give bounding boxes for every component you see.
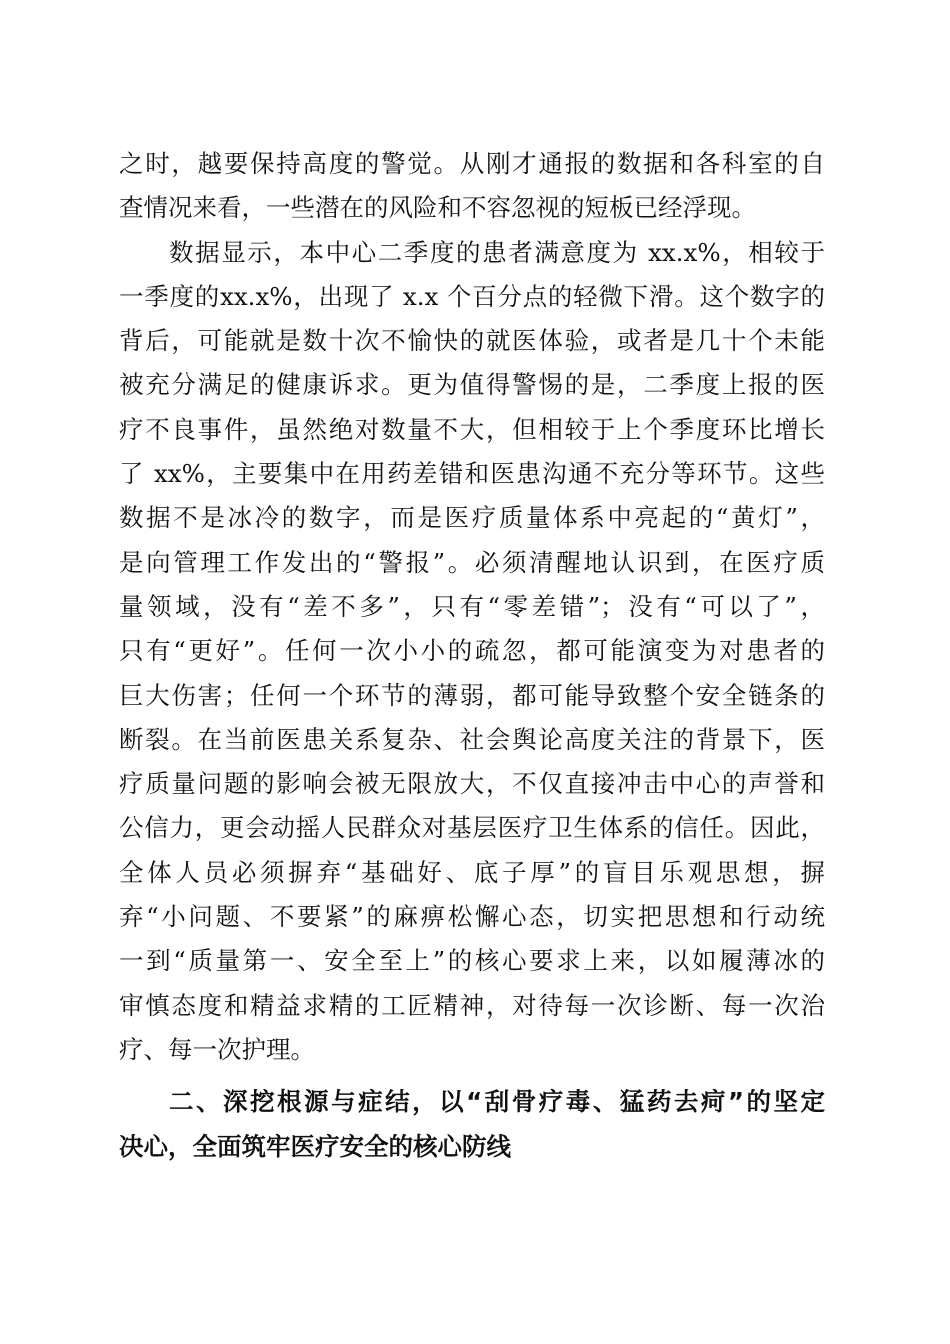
text-line: 审慎态度和精益求精的工匠精神，对待每一次诊断、每一次治 xyxy=(119,990,825,1020)
text-line: 查情况来看，一些潜在的风险和不容忽视的短板已经浮现。 xyxy=(119,193,756,223)
text-line: 疗质量问题的影响会被无限放大，不仅直接冲击中心的声誉和 xyxy=(119,769,825,799)
text-line: 是向管理工作发出的“警报”。必须清醒地认识到，在医疗质 xyxy=(119,547,825,577)
text-line: 断裂。在当前医患关系复杂、社会舆论高度关注的背景下，医 xyxy=(119,724,825,754)
heading-line: 二、深挖根源与症结，以“刮骨疗毒、猛药去疴”的坚定 xyxy=(169,1087,825,1117)
text-line: 一季度的xx.x%，出现了 x.x 个百分点的轻微下滑。这个数字的 xyxy=(119,281,825,311)
text-line: 只有“更好”。任何一次小小的疏忽，都可能演变为对患者的 xyxy=(119,636,825,666)
text-line: 巨大伤害；任何一个环节的薄弱，都可能导致整个安全链条的 xyxy=(119,680,825,710)
heading-line: 决心，全面筑牢医疗安全的核心防线 xyxy=(119,1132,511,1162)
text-line: 被充分满足的健康诉求。更为值得警惕的是，二季度上报的医 xyxy=(119,370,825,400)
text-line: 疗不良事件，虽然绝对数量不大，但相较于上个季度环比增长 xyxy=(119,414,825,444)
text-line: 量领域，没有“差不多”，只有“零差错”；没有“可以了”， xyxy=(119,591,825,621)
paragraph-gap xyxy=(119,1072,825,1079)
text-line: 弃“小问题、不要紧”的麻痹松懈心态，切实把思想和行动统 xyxy=(119,902,825,932)
section-heading-2 xyxy=(119,1079,825,1169)
document-body xyxy=(119,142,825,1169)
text-line: 背后，可能就是数十次不愉快的就医体验，或者是几十个未能 xyxy=(119,326,825,356)
paragraph-2 xyxy=(119,231,825,1073)
text-line: 公信力，更会动摇人民群众对基层医疗卫生体系的信任。因此， xyxy=(119,813,825,843)
text-line: 一到“质量第一、安全至上”的核心要求上来，以如履薄冰的 xyxy=(119,946,825,976)
text-line: 疗、每一次护理。 xyxy=(119,1034,315,1064)
text-line: 之时，越要保持高度的警觉。从刚才通报的数据和各科室的自 xyxy=(119,149,825,178)
text-line: 了 xx%，主要集中在用药差错和医患沟通不充分等环节。这些 xyxy=(119,459,825,489)
text-line: 数据不是冰冷的数字，而是医疗质量体系中亮起的“黄灯”， xyxy=(119,503,825,533)
text-line: 全体人员必须摒弃“基础好、底子厚”的盲目乐观思想，摒 xyxy=(119,857,825,887)
text-line: 数据显示，本中心二季度的患者满意度为 xx.x%，相较于 xyxy=(169,237,825,267)
paragraph-1 xyxy=(119,142,825,231)
